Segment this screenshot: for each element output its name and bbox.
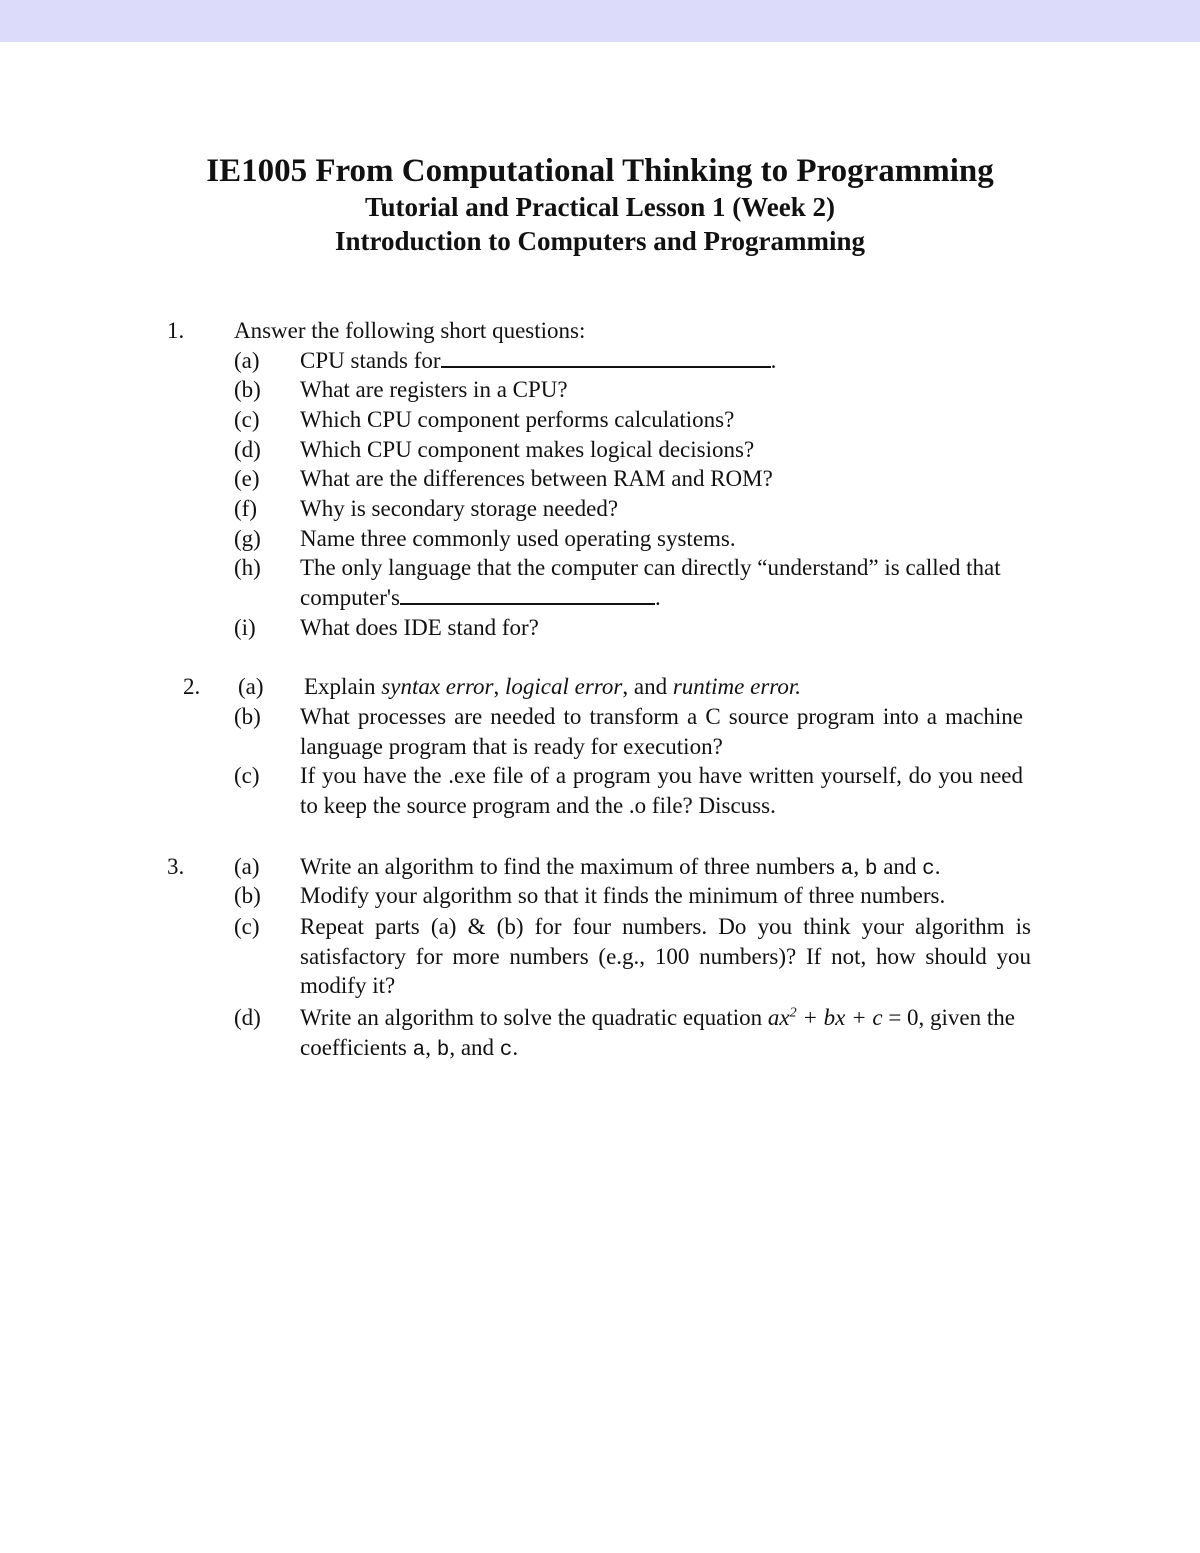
part-label: (b) <box>234 377 261 402</box>
answer-blank <box>400 585 655 605</box>
question-intro: Answer the following short questions: <box>234 318 586 343</box>
variable-a: a <box>840 858 854 881</box>
part-label: (h) <box>234 555 261 580</box>
question-number: 2. <box>183 674 201 699</box>
part-text: If you have the .exe file of a program you have written yourself, do you need to keep the source program and the .o file? Discuss. <box>300 763 1023 818</box>
top-band <box>0 0 1200 42</box>
answer-blank <box>441 348 771 368</box>
variable-c: c <box>922 858 935 881</box>
question-number: 3. <box>167 854 185 879</box>
term-runtime-error: runtime error <box>672 674 796 699</box>
part-text <box>304 672 801 701</box>
equation-exponent: 2 <box>789 1005 797 1021</box>
part-label: (b) <box>234 704 261 729</box>
part-text <box>300 346 776 375</box>
part-label: (c) <box>234 407 260 432</box>
part-label: (c) <box>234 763 260 788</box>
part-label: (a) <box>238 674 264 699</box>
part-text-end: . <box>654 584 661 610</box>
part-text <box>300 1003 1031 1065</box>
lesson-subtitle: Tutorial and Practical Lesson 1 (Week 2) <box>365 192 835 222</box>
question-number: 1. <box>167 318 185 343</box>
part-text: Name three commonly used operating systems. <box>300 526 736 551</box>
part-text: Why is secondary storage needed? <box>300 496 619 521</box>
part-text-end: . <box>770 348 777 373</box>
part-label: (a) <box>234 854 260 879</box>
part-label: (g) <box>234 526 261 551</box>
text-segment: Write an algorithm to solve the quadratic equation <box>300 1005 768 1030</box>
part-text: Which CPU component performs calculations? <box>300 407 735 432</box>
text-segment: Write an algorithm to find the maximum of three numbers <box>300 854 841 879</box>
part-label: (e) <box>234 466 260 491</box>
text-segment: , <box>493 674 506 699</box>
text-segment: = 0, given the coefficients <box>300 1005 1015 1060</box>
part-text: What processes are needed to transform a C source program into a machine language program that is ready for execution? <box>300 704 1023 759</box>
variable-b: b <box>436 1038 450 1062</box>
text-segment: Explain <box>304 674 382 699</box>
course-title: IE1005 From Computational Thinking to Programming <box>206 153 994 189</box>
equation-term: + bx + c <box>796 1005 883 1030</box>
text-segment: , <box>425 1034 437 1060</box>
part-label: (d) <box>234 1005 261 1030</box>
part-text: Which CPU component makes logical decisions? <box>300 437 755 462</box>
part-text: Repeat parts (a) & (b) for four numbers. Do you think your algorithm is satisfactory for more numbers (e.g., 100 numbers)? If not, how should you modify it? <box>300 914 1031 998</box>
part-text: What are the differences between RAM and ROM? <box>300 466 773 491</box>
text-segment: . <box>934 854 941 879</box>
equation-term: ax <box>767 1005 790 1030</box>
part-label: (c) <box>234 914 260 939</box>
part-text: What are registers in a CPU? <box>300 377 568 402</box>
part-text-main: The only language that the computer can directly “understand” is called that computer's <box>300 555 1001 610</box>
equation <box>768 1005 883 1030</box>
part-label: (f) <box>234 496 257 521</box>
part-label: (d) <box>234 437 261 462</box>
variable-b: b <box>864 858 878 881</box>
text-segment: and <box>877 854 923 879</box>
lesson-topic: Introduction to Computers and Programming <box>334 226 866 256</box>
part-label: (a) <box>234 348 260 373</box>
term-syntax-error: syntax error <box>381 674 494 699</box>
variable-a: a <box>412 1038 426 1062</box>
text-segment: , and <box>449 1034 500 1060</box>
part-label: (i) <box>234 615 256 640</box>
part-text <box>300 852 941 884</box>
part-text <box>300 553 1040 612</box>
term-logical-error: logical error <box>505 674 623 699</box>
variable-c: c <box>499 1038 513 1062</box>
text-segment: . <box>795 674 802 699</box>
part-text: Modify your algorithm so that it finds the minimum of three numbers. <box>300 883 946 908</box>
text-segment: . <box>512 1034 519 1060</box>
part-text-main: CPU stands for <box>300 348 441 373</box>
text-segment: , <box>853 854 865 879</box>
part-text: What does IDE stand for? <box>300 615 539 640</box>
text-segment: , and <box>622 674 673 699</box>
part-label: (b) <box>234 883 261 908</box>
